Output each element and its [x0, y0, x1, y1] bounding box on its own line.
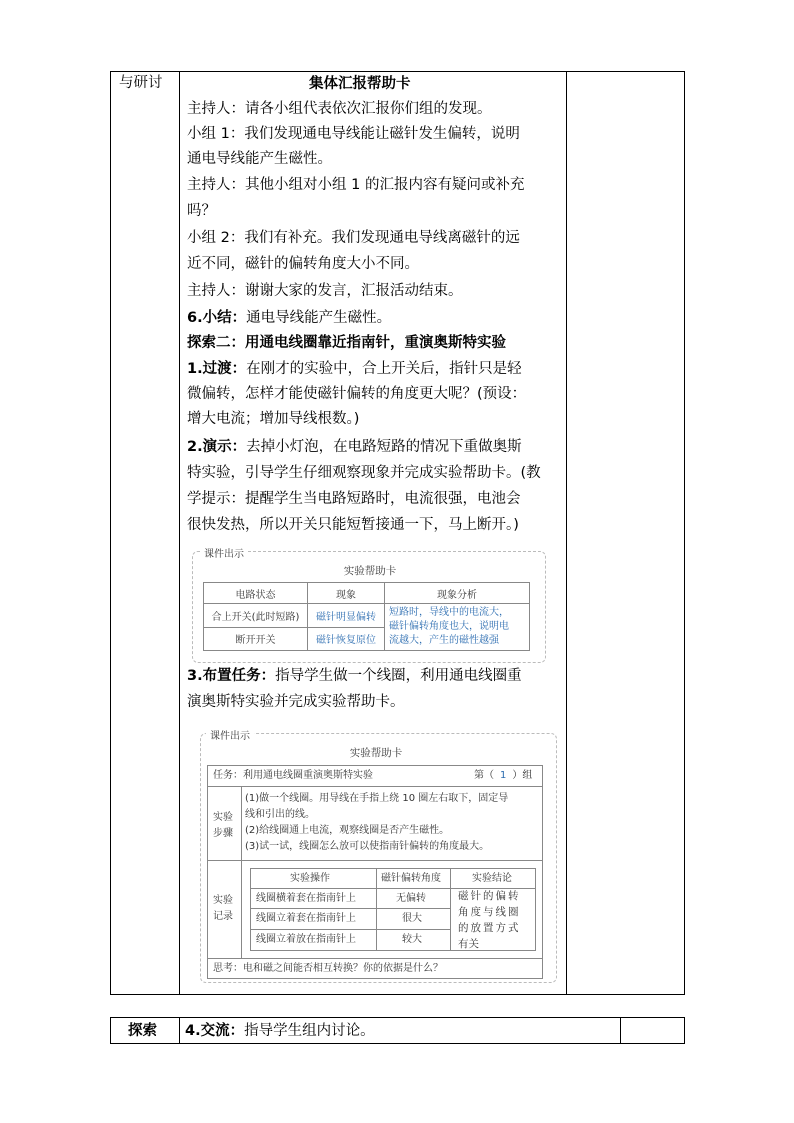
step-line: (1)做一个线圈。用导线在手指上绕 10 圈左右取下，固定导 [245, 793, 509, 804]
summary-text: 通电导线能产生磁性。 [246, 310, 392, 326]
record-header-angle: 磁针偏转角度 [381, 873, 441, 884]
row-label-discussion: 与研讨 [119, 75, 163, 91]
card-title: 实验帮助卡 [349, 747, 403, 759]
row-label-explore: 探索 [128, 1023, 157, 1039]
circuit-state: 断开开关 [204, 627, 308, 651]
group-number: 1 [500, 770, 507, 781]
task-text: 指导学生做一个线圈，利用通电线圈重 [275, 668, 522, 684]
analysis-cell [385, 604, 530, 651]
summary-line [187, 308, 391, 328]
dialogue-line: 主持人：请各小组代表依次汇报你们组的发现。 [187, 101, 492, 117]
record-op: 线圈立着放在指南针上 [256, 934, 356, 945]
circuit-state: 合上开关(此时短路) [204, 604, 308, 628]
dialogue-line: 近不同，磁针的偏转角度大小不同。 [187, 256, 419, 272]
record-angle: 很大 [402, 913, 422, 924]
explore2-text: 用通电线圈靠近指南针，重演奥斯特实验 [245, 335, 506, 351]
record-header-op: 实验操作 [290, 873, 330, 884]
group-label-post: ）组 [512, 770, 533, 781]
transition-line-1 [187, 359, 522, 379]
group-number-field [474, 768, 532, 784]
bottom-table-left [110, 1017, 111, 1044]
conclusion-line: 有关 [458, 938, 479, 950]
step-line: 线和引出的线。 [245, 809, 315, 820]
record-op: 线圈横着套在指南针上 [256, 893, 356, 904]
steps-label: 实验 [213, 812, 233, 823]
demo-text: 去掉小灯泡，在电路短路的情况下重做奥斯 [246, 439, 522, 455]
card-title: 实验帮助卡 [343, 565, 397, 577]
steps-label: 步骤 [213, 828, 233, 839]
summary-label: 6.小结： [187, 310, 247, 326]
table-border-left [110, 71, 111, 995]
circuit-table [203, 582, 530, 651]
analysis-line: 短路时，导线中的电流大， [389, 607, 509, 618]
record-angle: 无偏转 [396, 893, 426, 904]
card-tag: 课件出示 [206, 727, 254, 742]
col-header: 现象分析 [385, 583, 530, 604]
transition-line-3: 增大电流；增加导线根数。) [187, 411, 360, 427]
col-header: 电路状态 [204, 583, 308, 604]
table-border-top [110, 71, 685, 72]
bottom-table-top [110, 1017, 685, 1018]
step-line: (2)给线圈通上电流，观察线圈是否产生磁性。 [245, 825, 450, 836]
bottom-table-right [684, 1017, 685, 1044]
table-border-right [684, 71, 685, 995]
dialogue-line: 主持人：谢谢大家的发言，汇报活动结束。 [187, 283, 463, 299]
transition-label: 1.过渡： [187, 361, 247, 377]
table-divider-2 [566, 71, 567, 995]
dialogue-line: 小组 1：我们发现通电导线能让磁针发生偏转，说明 [187, 126, 520, 142]
exchange-text: 指导学生组内讨论。 [244, 1023, 375, 1039]
demo-line-3: 学提示：提醒学生当电路短路时，电流很强，电池会 [187, 491, 521, 507]
analysis-line: 磁针偏转角度也大，说明电 [389, 621, 509, 632]
dialogue-line: 吗？ [187, 203, 216, 219]
exchange-line [185, 1021, 375, 1041]
task-line-1 [187, 666, 522, 686]
transition-line-2: 微偏转，怎样才能使磁针偏转的角度更大呢？(预设： [187, 386, 527, 402]
exchange-label: 4.交流： [185, 1023, 245, 1039]
explore2-label: 探索二： [187, 335, 245, 351]
task-row-label: 任务：利用通电线圈重演奥斯特实验 [213, 770, 373, 781]
table-divider-1 [179, 71, 180, 995]
bottom-table-bottom [110, 1043, 685, 1044]
task-label: 3.布置任务： [187, 668, 276, 684]
phenomenon: 磁针恢复原位 [308, 627, 385, 651]
conclusion-line: 磁针的偏转 [458, 890, 521, 902]
bottom-table-div1 [179, 1017, 180, 1044]
conclusion-line: 的放置方式 [458, 922, 521, 934]
report-card-title: 集体汇报帮助卡 [309, 76, 411, 92]
record-op: 线圈立着套在指南针上 [256, 913, 356, 924]
table-border-bottom [110, 994, 685, 995]
phenomenon: 磁针明显偏转 [308, 604, 385, 628]
record-label: 记录 [213, 911, 233, 922]
dialogue-line: 主持人：其他小组对小组 1 的汇报内容有疑问或补充 [187, 177, 525, 193]
step-line: (3)试一试，线圈怎么放可以使指南针偏转的角度最大。 [245, 841, 490, 852]
demo-line-4: 很快发热，所以开关只能短暂接通一下，马上断开。) [187, 517, 519, 533]
bottom-table-div2 [620, 1017, 621, 1044]
task-line-2: 演奥斯特实验并完成实验帮助卡。 [187, 694, 405, 710]
group-label-pre: 第（ [474, 770, 494, 781]
demo-line-1 [187, 437, 522, 457]
record-label: 实验 [213, 895, 233, 906]
record-header-conclusion: 实验结论 [472, 873, 512, 884]
card-tag: 课件出示 [200, 545, 248, 560]
demo-line-2: 特实验，引导学生仔细观察现象并完成实验帮助卡。(教 [187, 465, 541, 481]
demo-label: 2.演示： [187, 439, 247, 455]
think-question: 思考：电和磁之间能否相互转换？你的依据是什么？ [213, 963, 443, 974]
analysis-line: 流越大，产生的磁性越强 [389, 635, 499, 646]
record-angle: 较大 [402, 934, 422, 945]
dialogue-line: 小组 2：我们有补充。我们发现通电导线离磁针的远 [187, 230, 520, 246]
explore2-heading [187, 333, 506, 353]
col-header: 现象 [308, 583, 385, 604]
dialogue-line: 通电导线能产生磁性。 [187, 151, 332, 167]
conclusion-line: 角度与线圈 [458, 906, 521, 918]
transition-text: 在刚才的实验中，合上开关后，指针只是轻 [246, 361, 522, 377]
